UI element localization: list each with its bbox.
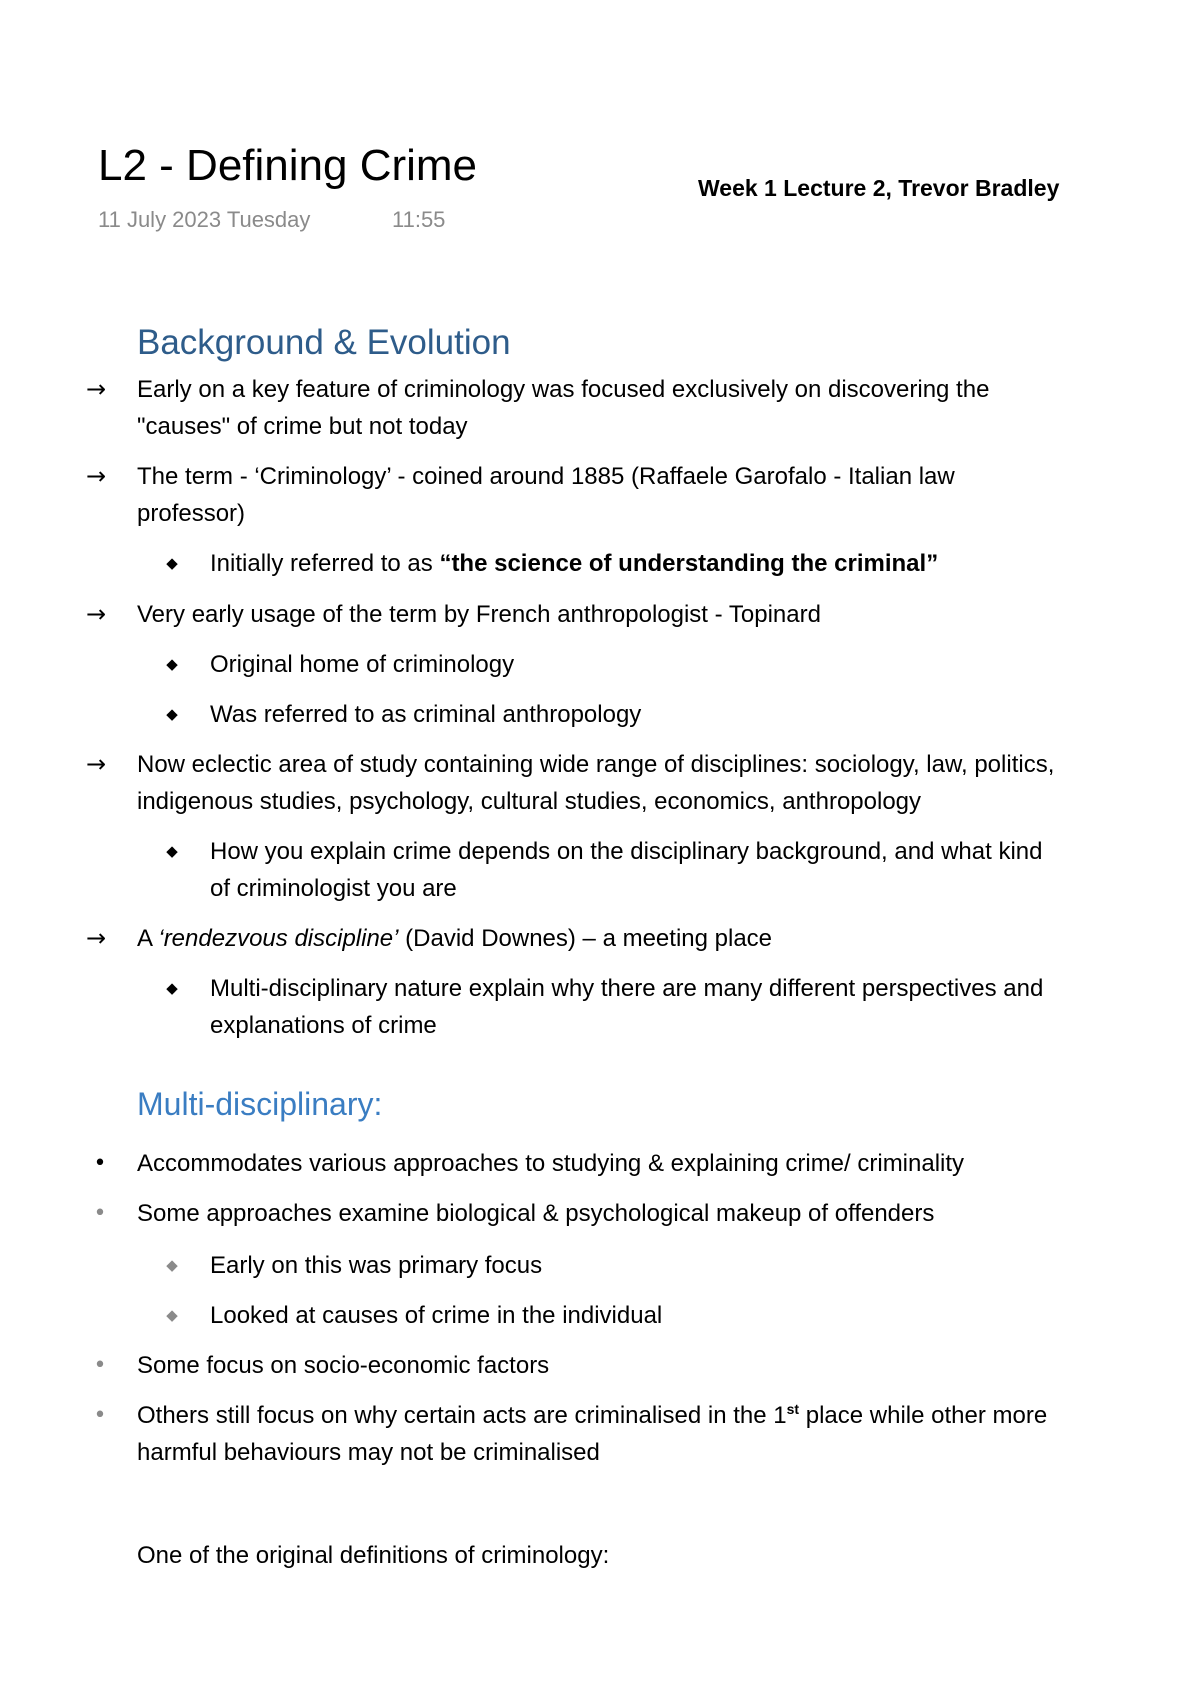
diamond-marker: ◆ — [166, 979, 178, 997]
diamond-marker: ◆ — [166, 655, 178, 673]
list-item-text: The term - ‘Criminology’ - coined around 1885 (Raffaele Garofalo - Italian law — [137, 463, 955, 490]
list-item-text: Very early usage of the term by French anthropologist - Topinard — [137, 601, 821, 628]
arrow-marker: → — [85, 924, 107, 952]
list-subitem-text: of criminologist you are — [210, 875, 457, 902]
list-item-text: professor) — [137, 500, 246, 527]
list-item-text: "causes" of crime but not today — [137, 413, 468, 440]
list-subitem-text: Multi-disciplinary nature explain why there are many different perspectives and — [210, 975, 1044, 1002]
item-text-part: Others still focus on why certain acts are criminalised in the 1 — [137, 1402, 787, 1429]
lecture-info: Week 1 Lecture 2, Trevor Bradley — [698, 175, 1060, 201]
list-subitem-text: explanations of crime — [210, 1012, 437, 1039]
closing-text: One of the original definitions of criminology: — [137, 1542, 610, 1569]
diamond-marker: ◆ — [166, 705, 178, 723]
list-subitem-text: Original home of criminology — [210, 651, 515, 678]
note-date: 11 July 2023 Tuesday — [98, 207, 311, 232]
diamond-marker: ◆ — [166, 842, 178, 860]
list-item-text — [137, 920, 772, 957]
list-item-text: Accommodates various approaches to studying & explaining crime/ criminality — [137, 1150, 965, 1177]
bullet-marker: • — [93, 1403, 107, 1428]
arrow-marker: → — [85, 600, 107, 628]
list-item-text: Early on a key feature of criminology was focused exclusively on discovering the — [137, 376, 990, 403]
list-subitem-text: Was referred to as criminal anthropology — [210, 701, 642, 728]
subitem-bold-quote: “the science of understanding the criminal” — [439, 550, 939, 577]
list-subitem-text — [210, 545, 938, 582]
page-title: L2 - Defining Crime — [98, 141, 478, 190]
list-item-text: indigenous studies, psychology, cultural studies, economics, anthropology — [137, 788, 922, 815]
arrow-marker: → — [85, 375, 107, 403]
bullet-marker: • — [93, 1353, 107, 1378]
diamond-marker: ◆ — [166, 1306, 178, 1324]
list-subitem-text: How you explain crime depends on the disciplinary background, and what kind — [210, 838, 1043, 865]
item-suffix: (David Downes) – a meeting place — [398, 925, 773, 952]
subitem-plain-text: Initially referred to as — [210, 550, 440, 577]
section-heading-background: Background & Evolution — [137, 323, 511, 362]
arrow-marker: → — [85, 750, 107, 778]
list-item-text: Some approaches examine biological & psychological makeup of offenders — [137, 1200, 935, 1227]
note-time: 11:55 — [392, 207, 446, 232]
list-item-text: harmful behaviours may not be criminalised — [137, 1439, 600, 1466]
diamond-marker: ◆ — [166, 554, 178, 572]
section-heading-multidisciplinary: Multi-disciplinary: — [137, 1086, 383, 1122]
diamond-marker: ◆ — [166, 1256, 178, 1274]
list-subitem-text: Looked at causes of crime in the individual — [210, 1302, 663, 1329]
bullet-marker: • — [93, 1201, 107, 1226]
ordinal-superscript: st — [786, 1401, 800, 1417]
item-italic-term: ‘rendezvous discipline’ — [158, 925, 399, 952]
arrow-marker: → — [85, 462, 107, 490]
list-item-text: Now eclectic area of study containing wide range of disciplines: sociology, law, politics, — [137, 751, 1055, 778]
item-prefix: A — [137, 925, 159, 952]
list-item-text: Some focus on socio-economic factors — [137, 1352, 550, 1379]
list-item-text — [137, 1397, 1047, 1434]
bullet-marker: • — [93, 1151, 107, 1176]
list-subitem-text: Early on this was primary focus — [210, 1252, 543, 1279]
item-text-part: place while other more — [799, 1402, 1048, 1429]
